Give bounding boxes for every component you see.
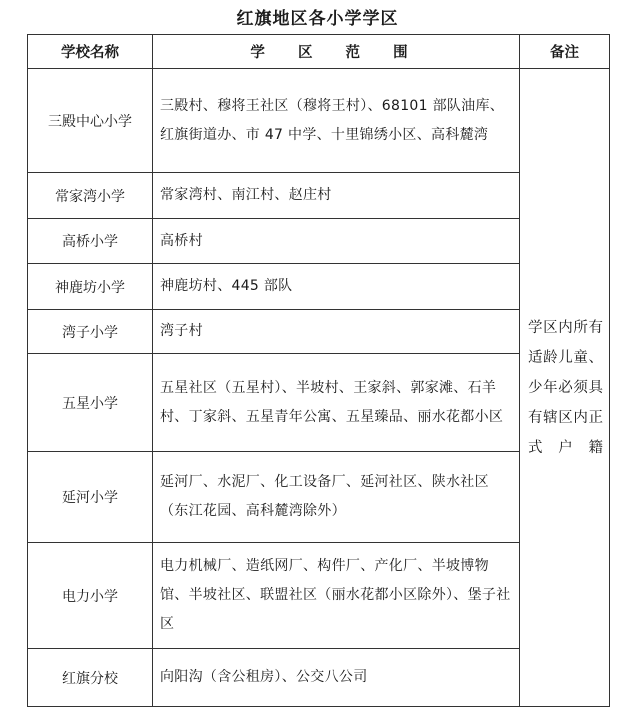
note-text: 学区内所有适龄儿童、少年必须具有辖区内正式户籍 <box>528 319 603 456</box>
document-title: 红旗地区各小学学区 <box>236 9 399 29</box>
district-range-cell: 常家湾村、南江村、赵庄村 <box>153 173 520 219</box>
school-name-cell: 红旗分校 <box>28 649 153 707</box>
school-name-cell: 常家湾小学 <box>28 173 153 219</box>
district-range-cell: 神鹿坊村、445 部队 <box>153 264 520 310</box>
school-name-cell: 电力小学 <box>28 543 153 649</box>
school-name-cell: 神鹿坊小学 <box>28 264 153 310</box>
table-row <box>28 69 610 173</box>
school-name-cell: 高桥小学 <box>28 219 153 264</box>
note-cell <box>520 69 610 707</box>
table-header-row <box>28 35 610 69</box>
district-range-cell: 高桥村 <box>153 219 520 264</box>
header-note: 备注 <box>520 35 610 69</box>
district-range-cell: 三殿村、穆将王社区（穆将王村）、68101 部队油库、红旗街道办、市 47 中学、十里锦绣小区、高科麓湾 <box>153 69 520 173</box>
district-range-cell: 电力机械厂、造纸网厂、构件厂、产化厂、半坡博物馆、半坡社区、联盟社区（丽水花都小区除外）、堡子社区 <box>153 543 520 649</box>
school-name-cell: 三殿中心小学 <box>28 69 153 173</box>
school-name-cell: 湾子小学 <box>28 310 153 354</box>
district-range-cell: 五星社区（五星村）、半坡村、王家斜、郭家滩、石羊村、丁家斜、五星青年公寓、五星臻品、丽水花都小区 <box>153 354 520 452</box>
school-name-cell: 延河小学 <box>28 452 153 543</box>
header-school-name: 学校名称 <box>28 35 153 69</box>
district-range-cell: 湾子村 <box>153 310 520 354</box>
school-name-cell: 五星小学 <box>28 354 153 452</box>
school-district-table <box>27 34 610 707</box>
district-range-cell: 延河厂、水泥厂、化工设备厂、延河社区、陕水社区（东江花园、高科麓湾除外） <box>153 452 520 543</box>
district-range-cell: 向阳沟（含公租房）、公交八公司 <box>153 649 520 707</box>
header-district-range: 学 区 范 围 <box>153 35 520 69</box>
